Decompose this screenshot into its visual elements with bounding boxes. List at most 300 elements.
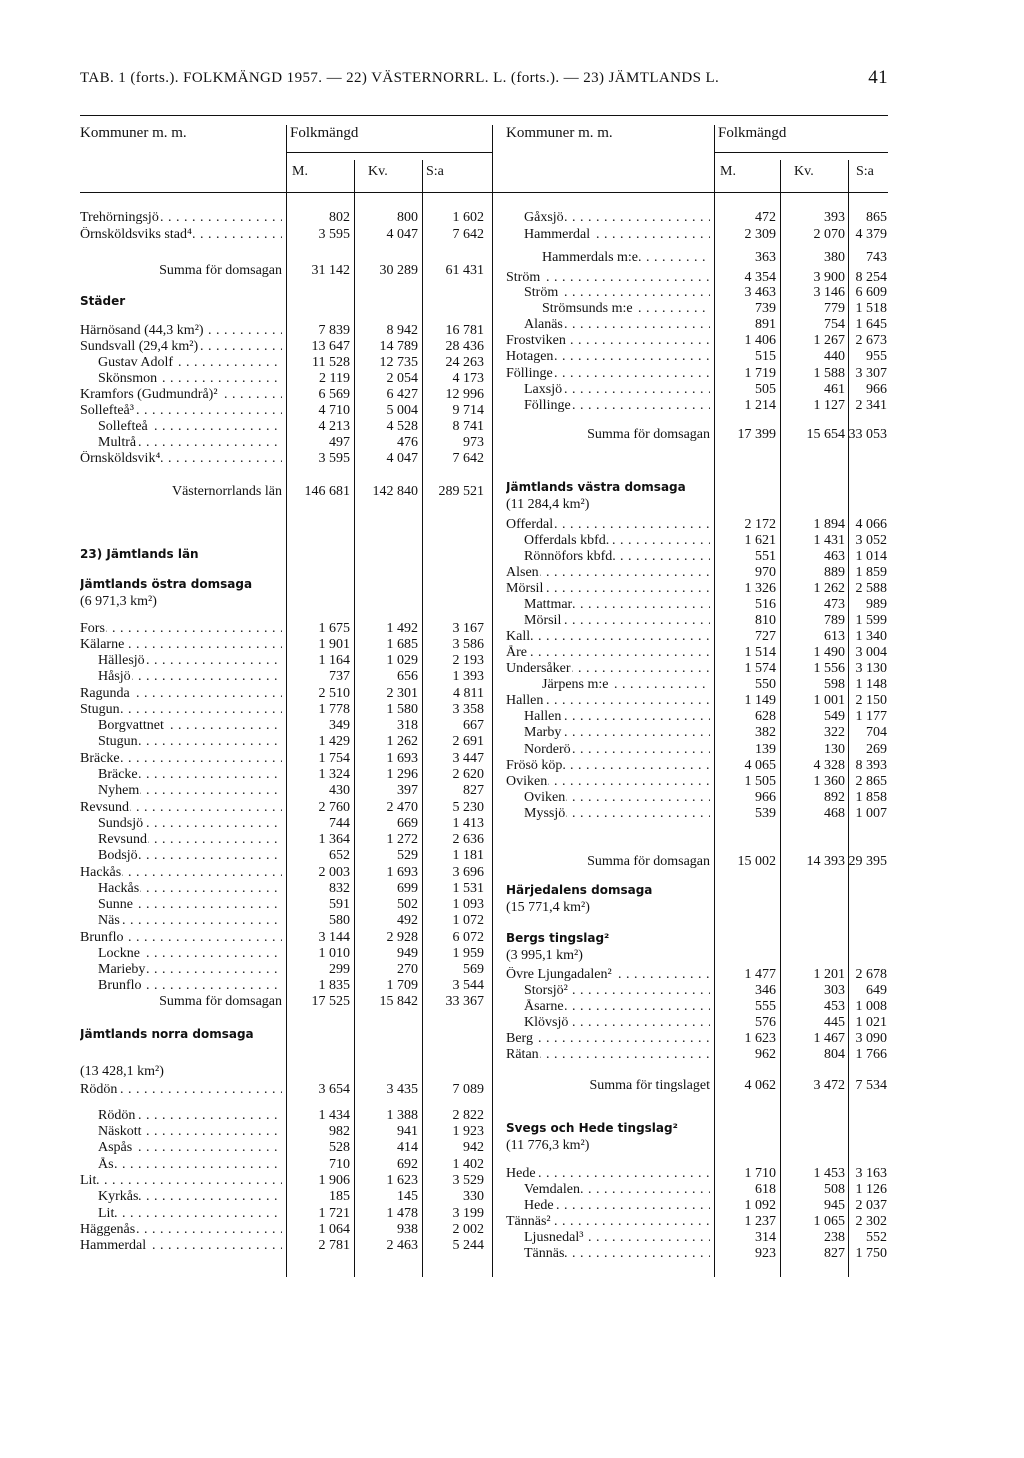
cell-sa: 33 053 [848,427,887,442]
row-label [524,725,710,741]
cell-kv: 508 [824,1182,845,1197]
cell-m: 363 [755,250,776,265]
table-row [80,1173,490,1189]
cell-sa: 1 766 [855,1047,887,1062]
cell-sa: 3 696 [452,865,484,880]
table-row [506,210,890,226]
cell-kv: 4 047 [386,451,418,466]
table-row [80,930,490,946]
cell-m: 17 399 [737,427,776,442]
row-label: 23) Jämtlands län [80,547,199,561]
row-label-text: Kall [506,629,531,644]
cell-kv: 754 [824,317,845,332]
table-row [80,451,490,467]
row-label: Jämtlands västra domsaga [506,480,686,494]
cell-m: 4 354 [744,270,776,285]
table-row [506,999,890,1015]
cell-kv: 1 490 [813,645,845,660]
cell-m: 576 [755,1015,776,1030]
row-label [80,751,282,767]
row-label-text: Alsen [506,565,539,580]
row-label-text: Ås [98,1157,114,1172]
row-label-text: Tännäs² [506,1214,551,1229]
row-label [98,848,282,864]
column-rule [492,125,493,1277]
running-title: TAB. 1 (forts.). FOLKMÄNGD 1957. — 22) VÄSTERNORRL. L. (forts.). — 23) JÄMTLANDS L. [80,70,720,86]
right-sa-header: S:a [856,164,874,179]
row-label-text: Offerdals kbfd. [524,533,610,548]
cell-kv: 1 623 [386,1173,418,1188]
table-row [506,382,890,398]
cell-m: 13 647 [311,339,350,354]
cell-m: 4 062 [744,1078,776,1093]
row-label [80,210,282,226]
row-label-text: Borgvattnet [98,718,164,733]
cell-sa: 28 436 [445,339,484,354]
cell-m: 2 119 [319,371,350,386]
row-label-text: Aspås [98,1140,133,1155]
cell-sa: 2 341 [855,398,887,413]
table-row [80,1222,490,1238]
cell-kv: 949 [397,946,418,961]
cell-kv: 1 588 [813,366,845,381]
cell-kv: 941 [397,1124,418,1139]
row-label [80,800,282,816]
row-label [506,565,710,581]
cell-m: 1 901 [318,637,350,652]
cell-kv: 397 [397,783,418,798]
cell-sa: 4 066 [855,517,887,532]
cell-sa: 1 858 [855,790,887,805]
cell-kv: 699 [397,881,418,896]
row-label-text: Hotagen [506,349,554,364]
cell-m: 1 324 [318,767,350,782]
row-label-text: Hammerdal [524,227,591,242]
left-kv-header: Kv. [368,164,388,179]
cell-sa: 3 586 [452,637,484,652]
cell-kv: 1 467 [813,1031,845,1046]
row-label-text: Häggenås [80,1222,136,1237]
cell-sa: 569 [463,962,484,977]
table-row [506,597,890,613]
cell-m: 1 149 [744,693,776,708]
cell-kv: 613 [824,629,845,644]
total-row [506,854,890,870]
cell-kv: 1 894 [813,517,845,532]
cell-kv: 1 453 [813,1166,845,1181]
row-label [524,210,710,226]
row-label [524,398,710,414]
row-label-text: Revsund [98,832,147,847]
table-row [506,1031,890,1047]
row-label [98,978,282,994]
cell-m: 346 [755,983,776,998]
cell-kv: 1 262 [386,734,418,749]
row-label-text: Näs [98,913,120,928]
cell-sa: 24 263 [445,355,484,370]
cell-sa: 1 531 [452,881,484,896]
cell-kv: 440 [824,349,845,364]
row-label [542,677,710,693]
row-label [98,653,282,669]
cell-m: 1 364 [318,832,350,847]
cell-kv: 892 [824,790,845,805]
cell-kv: 1 127 [813,398,845,413]
cell-sa: 3 052 [855,533,887,548]
right-kv-header: Kv. [794,164,814,179]
row-label-text: Oviken [524,790,566,805]
row-label-text: Sundsvall (29,4 km²) [80,339,199,354]
cell-kv: 3 900 [813,270,845,285]
cell-sa: 1 393 [452,669,484,684]
table-row [80,978,490,994]
table-row [506,1230,890,1246]
cell-m: 3 144 [318,930,350,945]
cell-sa: 1 021 [855,1015,887,1030]
cell-kv: 492 [397,913,418,928]
row-label-text: Ström [524,285,559,300]
row-label-text: Marby [524,725,562,740]
row-label-text: Kramfors (Gudmundrå)² [80,387,218,402]
cell-sa: 1 859 [855,565,887,580]
table-row [506,758,890,774]
cell-sa: 33 367 [445,994,484,1009]
row-label-text: Kälarne [80,637,125,652]
row-label-text: Ragunda [80,686,130,701]
cell-kv: 15 654 [806,427,845,442]
row-label-text: Näskott [98,1124,142,1139]
cell-kv: 1 065 [813,1214,845,1229]
section-heading [80,546,490,562]
cell-m: 314 [755,1230,776,1245]
table-row [80,355,490,371]
table-row [80,686,490,702]
table-row [80,1189,490,1205]
row-label [524,533,710,549]
row-label [80,1082,282,1098]
cell-sa: 2 193 [452,653,484,668]
row-label-text: Åre [506,645,527,660]
row-label [98,832,282,848]
cell-sa: 1 008 [855,999,887,1014]
cell-kv: 1 272 [386,832,418,847]
cell-sa: 1 959 [452,946,484,961]
row-label-text: Undersåker [506,661,571,676]
cell-m: 3 595 [318,451,350,466]
cell-sa: 3 004 [855,645,887,660]
cell-m: 430 [329,783,350,798]
row-label-text: Myssjö [524,806,566,821]
row-label-text: Rönnöfors kbfd. [524,549,616,564]
table-row [506,227,890,243]
cell-sa: 3 544 [452,978,484,993]
row-label-text: Klövsjö [524,1015,569,1030]
cell-kv: 473 [824,597,845,612]
row-label: Städer [80,294,126,308]
section-heading [506,1120,890,1136]
row-label: (13 428,1 km²) [80,1064,164,1079]
cell-m: 1 010 [318,946,350,961]
right-m-header: M. [720,164,736,179]
cell-m: 1 434 [318,1108,350,1123]
cell-sa: 330 [463,1189,484,1204]
table-row [80,419,490,435]
cell-sa: 5 244 [452,1238,484,1253]
cell-m: 11 528 [312,355,350,370]
row-label [80,323,282,339]
cell-m: 727 [755,629,776,644]
row-label-text: Härnösand (44,3 km²) [80,323,204,338]
row-label [98,371,282,387]
cell-sa: 3 090 [855,1031,887,1046]
row-label: Svegs och Hede tingslag² [506,1121,678,1135]
table-row [506,250,890,266]
cell-m: 2 760 [318,800,350,815]
row-label [524,613,710,629]
cell-sa: 743 [866,250,887,265]
cell-m: 1 505 [744,774,776,789]
cell-sa: 16 781 [445,323,484,338]
cell-kv: 142 840 [372,484,418,499]
cell-m: 1 778 [318,702,350,717]
row-label [80,403,282,419]
row-label [506,517,710,533]
row-label [524,806,710,822]
cell-kv: 529 [397,848,418,863]
row-label-text: Bodsjö [98,848,138,863]
table-row [506,366,890,382]
table-row [80,946,490,962]
row-label [98,783,282,799]
table-row [80,848,490,864]
row-label [80,451,282,467]
cell-m: 497 [329,435,350,450]
row-label-text: Bräcke [98,767,138,782]
row-label: Summa för tingslaget [589,1078,710,1093]
cell-kv: 2 070 [813,227,845,242]
running-header [80,67,888,88]
table-row [506,317,890,333]
total-row [80,994,490,1010]
cell-m: 966 [755,790,776,805]
row-label [98,1206,282,1222]
cell-m: 555 [755,999,776,1014]
cell-m: 3 463 [744,285,776,300]
cell-sa: 649 [866,983,887,998]
cell-sa: 7 642 [452,227,484,242]
cell-m: 146 681 [304,484,350,499]
table-row [506,774,890,790]
table-row [506,1047,890,1063]
cell-sa: 1 126 [855,1182,887,1197]
row-label [524,742,710,758]
cell-sa: 552 [866,1230,887,1245]
cell-kv: 1 693 [386,865,418,880]
table-row [80,800,490,816]
cell-m: 591 [329,897,350,912]
table-row [80,637,490,653]
cell-sa: 2 150 [855,693,887,708]
row-label [80,702,282,718]
cell-sa: 1 602 [452,210,484,225]
cell-m: 737 [329,669,350,684]
row-label [542,250,710,266]
table-row [506,629,890,645]
row-label: Summa för domsagan [159,994,282,1009]
row-label [506,366,710,382]
cell-kv: 238 [824,1230,845,1245]
table-row [80,913,490,929]
row-label [506,645,710,661]
cell-kv: 1 296 [386,767,418,782]
row-label [506,758,710,774]
cell-kv: 669 [397,816,418,831]
cell-kv: 549 [824,709,845,724]
cell-m: 382 [755,725,776,740]
cell-sa: 865 [866,210,887,225]
cell-kv: 889 [824,565,845,580]
table-row [506,790,890,806]
cell-sa: 7 534 [855,1078,887,1093]
cell-sa: 1 645 [855,317,887,332]
cell-m: 1 675 [318,621,350,636]
cell-kv: 3 146 [813,285,845,300]
table-row [80,881,490,897]
cell-kv: 945 [824,1198,845,1213]
row-label-text: Sollefteå [98,419,148,434]
cell-sa: 2 620 [452,767,484,782]
cell-m: 349 [329,718,350,733]
row-label: (15 771,4 km²) [506,900,590,915]
table-row [80,339,490,355]
table-row [80,653,490,669]
cell-sa: 955 [866,349,887,364]
cell-m: 539 [755,806,776,821]
row-label-text: Trehörningsjö [80,210,159,225]
row-label-text: Storsjö² [524,983,568,998]
cell-kv: 30 289 [379,263,418,278]
cell-kv: 502 [397,897,418,912]
cell-kv: 14 789 [379,339,418,354]
table-row [506,967,890,983]
cell-kv: 2 054 [386,371,418,386]
cell-m: 962 [755,1047,776,1062]
row-label [80,339,282,355]
cell-kv: 938 [397,1222,418,1237]
row-label [524,1015,710,1031]
row-label [98,435,282,451]
row-label [524,999,710,1015]
table-row [506,270,890,286]
row-label [80,930,282,946]
row-label [524,1182,710,1198]
row-label: Västernorrlands län [171,484,282,499]
cell-kv: 1 360 [813,774,845,789]
cell-m: 472 [755,210,776,225]
cell-m: 185 [329,1189,350,1204]
row-label-text: Nyhem [98,783,140,798]
table-row [80,767,490,783]
cell-m: 1 621 [744,533,776,548]
cell-sa: 2 302 [855,1214,887,1229]
cell-m: 1 406 [744,333,776,348]
row-label-text: Hede [506,1166,536,1181]
cell-m: 1 906 [318,1173,350,1188]
cell-kv: 827 [824,1246,845,1261]
table-row [506,533,890,549]
row-label-text: Multrå [98,435,137,450]
row-label [506,270,710,286]
cell-kv: 5 004 [386,403,418,418]
row-label: Summa för domsagan [587,427,710,442]
table-row [506,661,890,677]
row-label-text: Örnsköldsviks stad⁴ [80,227,192,242]
cell-kv: 779 [824,301,845,316]
table-row [506,333,890,349]
table-row [80,323,490,339]
table-row [80,832,490,848]
row-label-text: Skönsmon [98,371,158,386]
row-label-text: Hammerdals m:e [542,250,639,265]
table-row [80,403,490,419]
cell-m: 982 [329,1124,350,1139]
cell-kv: 270 [397,962,418,977]
cell-m: 528 [329,1140,350,1155]
section-heading [506,882,890,898]
cell-sa: 29 395 [848,854,887,869]
cell-kv: 461 [824,382,845,397]
row-label: Bergs tingslag² [506,931,610,945]
row-label [506,581,710,597]
cell-kv: 468 [824,806,845,821]
row-label [524,317,710,333]
row-label [80,865,282,881]
cell-sa: 8 393 [855,758,887,773]
row-label [98,946,282,962]
section-area-note [506,900,890,916]
cell-m: 4 213 [318,419,350,434]
cell-m: 3 654 [318,1082,350,1097]
cell-kv: 380 [824,250,845,265]
row-label-text: Berg [506,1031,533,1046]
row-label-text: Sunne [98,897,133,912]
row-label-text: Alanäs [524,317,563,332]
cell-sa: 7 642 [452,451,484,466]
row-label [98,1108,282,1124]
cell-m: 139 [755,742,776,757]
table-row [80,962,490,978]
row-label [98,355,282,371]
row-label-text: Mörsil [506,581,544,596]
table-row [80,734,490,750]
section-heading [506,479,890,495]
row-label: Härjedalens domsaga [506,883,653,897]
cell-m: 652 [329,848,350,863]
cell-sa: 1 518 [855,301,887,316]
cell-m: 1 326 [744,581,776,596]
row-label [80,637,282,653]
row-label-text: Tännäs [524,1246,565,1261]
row-label-text: Hackås [98,881,140,896]
row-label: (3 995,1 km²) [506,948,583,963]
cell-m: 1 719 [744,366,776,381]
cell-sa: 2 588 [855,581,887,596]
table-row [506,1166,890,1182]
row-label-text: Mörsil [524,613,562,628]
row-label [506,1031,710,1047]
row-label [506,349,710,365]
table-row [506,806,890,822]
